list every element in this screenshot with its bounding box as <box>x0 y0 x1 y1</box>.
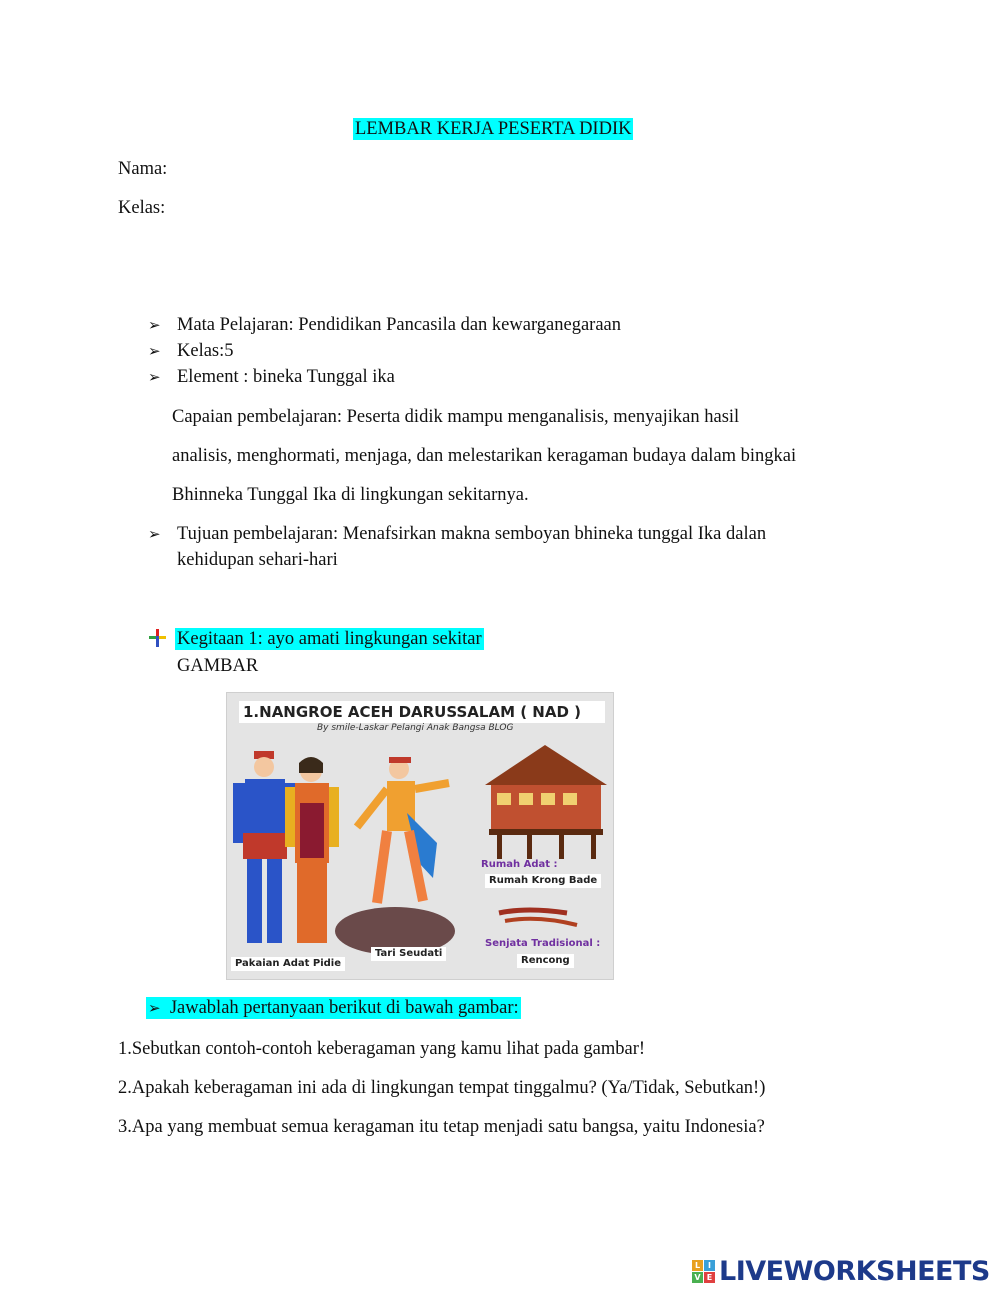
capaian-line: Bhinneka Tunggal Ika di lingkungan sekitarnya. <box>172 485 529 505</box>
arrow-bullet-icon: ➢ <box>148 525 161 543</box>
rencong-figure <box>499 910 577 925</box>
logo-letter: V <box>692 1272 703 1283</box>
info-item-class: Kelas:5 <box>177 341 234 361</box>
capaian-line: analisis, menghormati, menjaga, dan melestarikan keragaman budaya dalam bingkai <box>172 446 797 466</box>
house-figure <box>485 745 607 859</box>
arrow-bullet-icon: ➢ <box>148 316 161 334</box>
logo-icon <box>692 1260 715 1283</box>
questions-instruction-text: Jawablah pertanyaan berikut di bawah gambar: <box>169 998 519 1018</box>
logo-letter: E <box>704 1272 715 1283</box>
activity-title <box>175 628 484 650</box>
questions-instruction-highlight <box>146 997 521 1019</box>
caption-tari: Tari Seudati <box>371 947 446 961</box>
rumah-label: Rumah Adat : <box>481 859 558 870</box>
question-item: 1.Sebutkan contoh-contoh keberagaman yang kamu lihat pada gambar! <box>118 1039 646 1059</box>
culture-figure <box>226 692 614 980</box>
figure-illustration <box>227 693 614 980</box>
activity-bullet-icon <box>148 627 168 649</box>
kelas-label: Kelas: <box>118 198 166 218</box>
tujuan-line: kehidupan sehari-hari <box>177 550 338 570</box>
gambar-label: GAMBAR <box>177 656 259 676</box>
rumah-name: Rumah Krong Bade <box>485 874 601 888</box>
question-item: 2.Apakah keberagaman ini ada di lingkungan tempat tinggalmu? (Ya/Tidak, Sebutkan!) <box>118 1078 766 1098</box>
senjata-label: Senjata Tradisional : <box>485 938 601 949</box>
question-item: 3.Apa yang membuat semua keragaman itu tetap menjadi satu bangsa, yaitu Indonesia? <box>118 1117 765 1137</box>
liveworksheets-logo <box>692 1254 990 1288</box>
page-title <box>353 118 633 140</box>
caption-pakaian: Pakaian Adat Pidie <box>231 957 345 971</box>
page-title-text: LEMBAR KERJA PESERTA DIDIK <box>355 119 632 139</box>
figure-subtitle: By smile-Laskar Pelangi Anak Bangsa BLOG <box>317 723 514 733</box>
arrow-bullet-icon: ➢ <box>148 999 161 1017</box>
info-item-subject: Mata Pelajaran: Pendidikan Pancasila dan kewarganegaraan <box>177 315 621 335</box>
tujuan-line: Tujuan pembelajaran: Menafsirkan makna semboyan bhineka tunggal Ika dalan <box>177 524 767 544</box>
logo-text: LIVEWORKSHEETS <box>719 1255 990 1287</box>
questions-instruction <box>146 997 521 1019</box>
figure-title: 1.NANGROE ACEH DARUSSALAM ( NAD ) <box>239 701 605 723</box>
arrow-bullet-icon: ➢ <box>148 368 161 386</box>
capaian-line: Capaian pembelajaran: Peserta didik mampu menganalisis, menyajikan hasil <box>172 407 740 427</box>
senjata-name: Rencong <box>517 954 574 968</box>
logo-letter: L <box>692 1260 703 1271</box>
activity-title-text: Kegitaan 1: ayo amati lingkungan sekitar <box>177 629 482 649</box>
logo-letter: I <box>704 1260 715 1271</box>
info-item-element: Element : bineka Tunggal ika <box>177 367 395 387</box>
arrow-bullet-icon: ➢ <box>148 342 161 360</box>
dancer-figure <box>335 757 455 955</box>
nama-label: Nama: <box>118 159 168 179</box>
